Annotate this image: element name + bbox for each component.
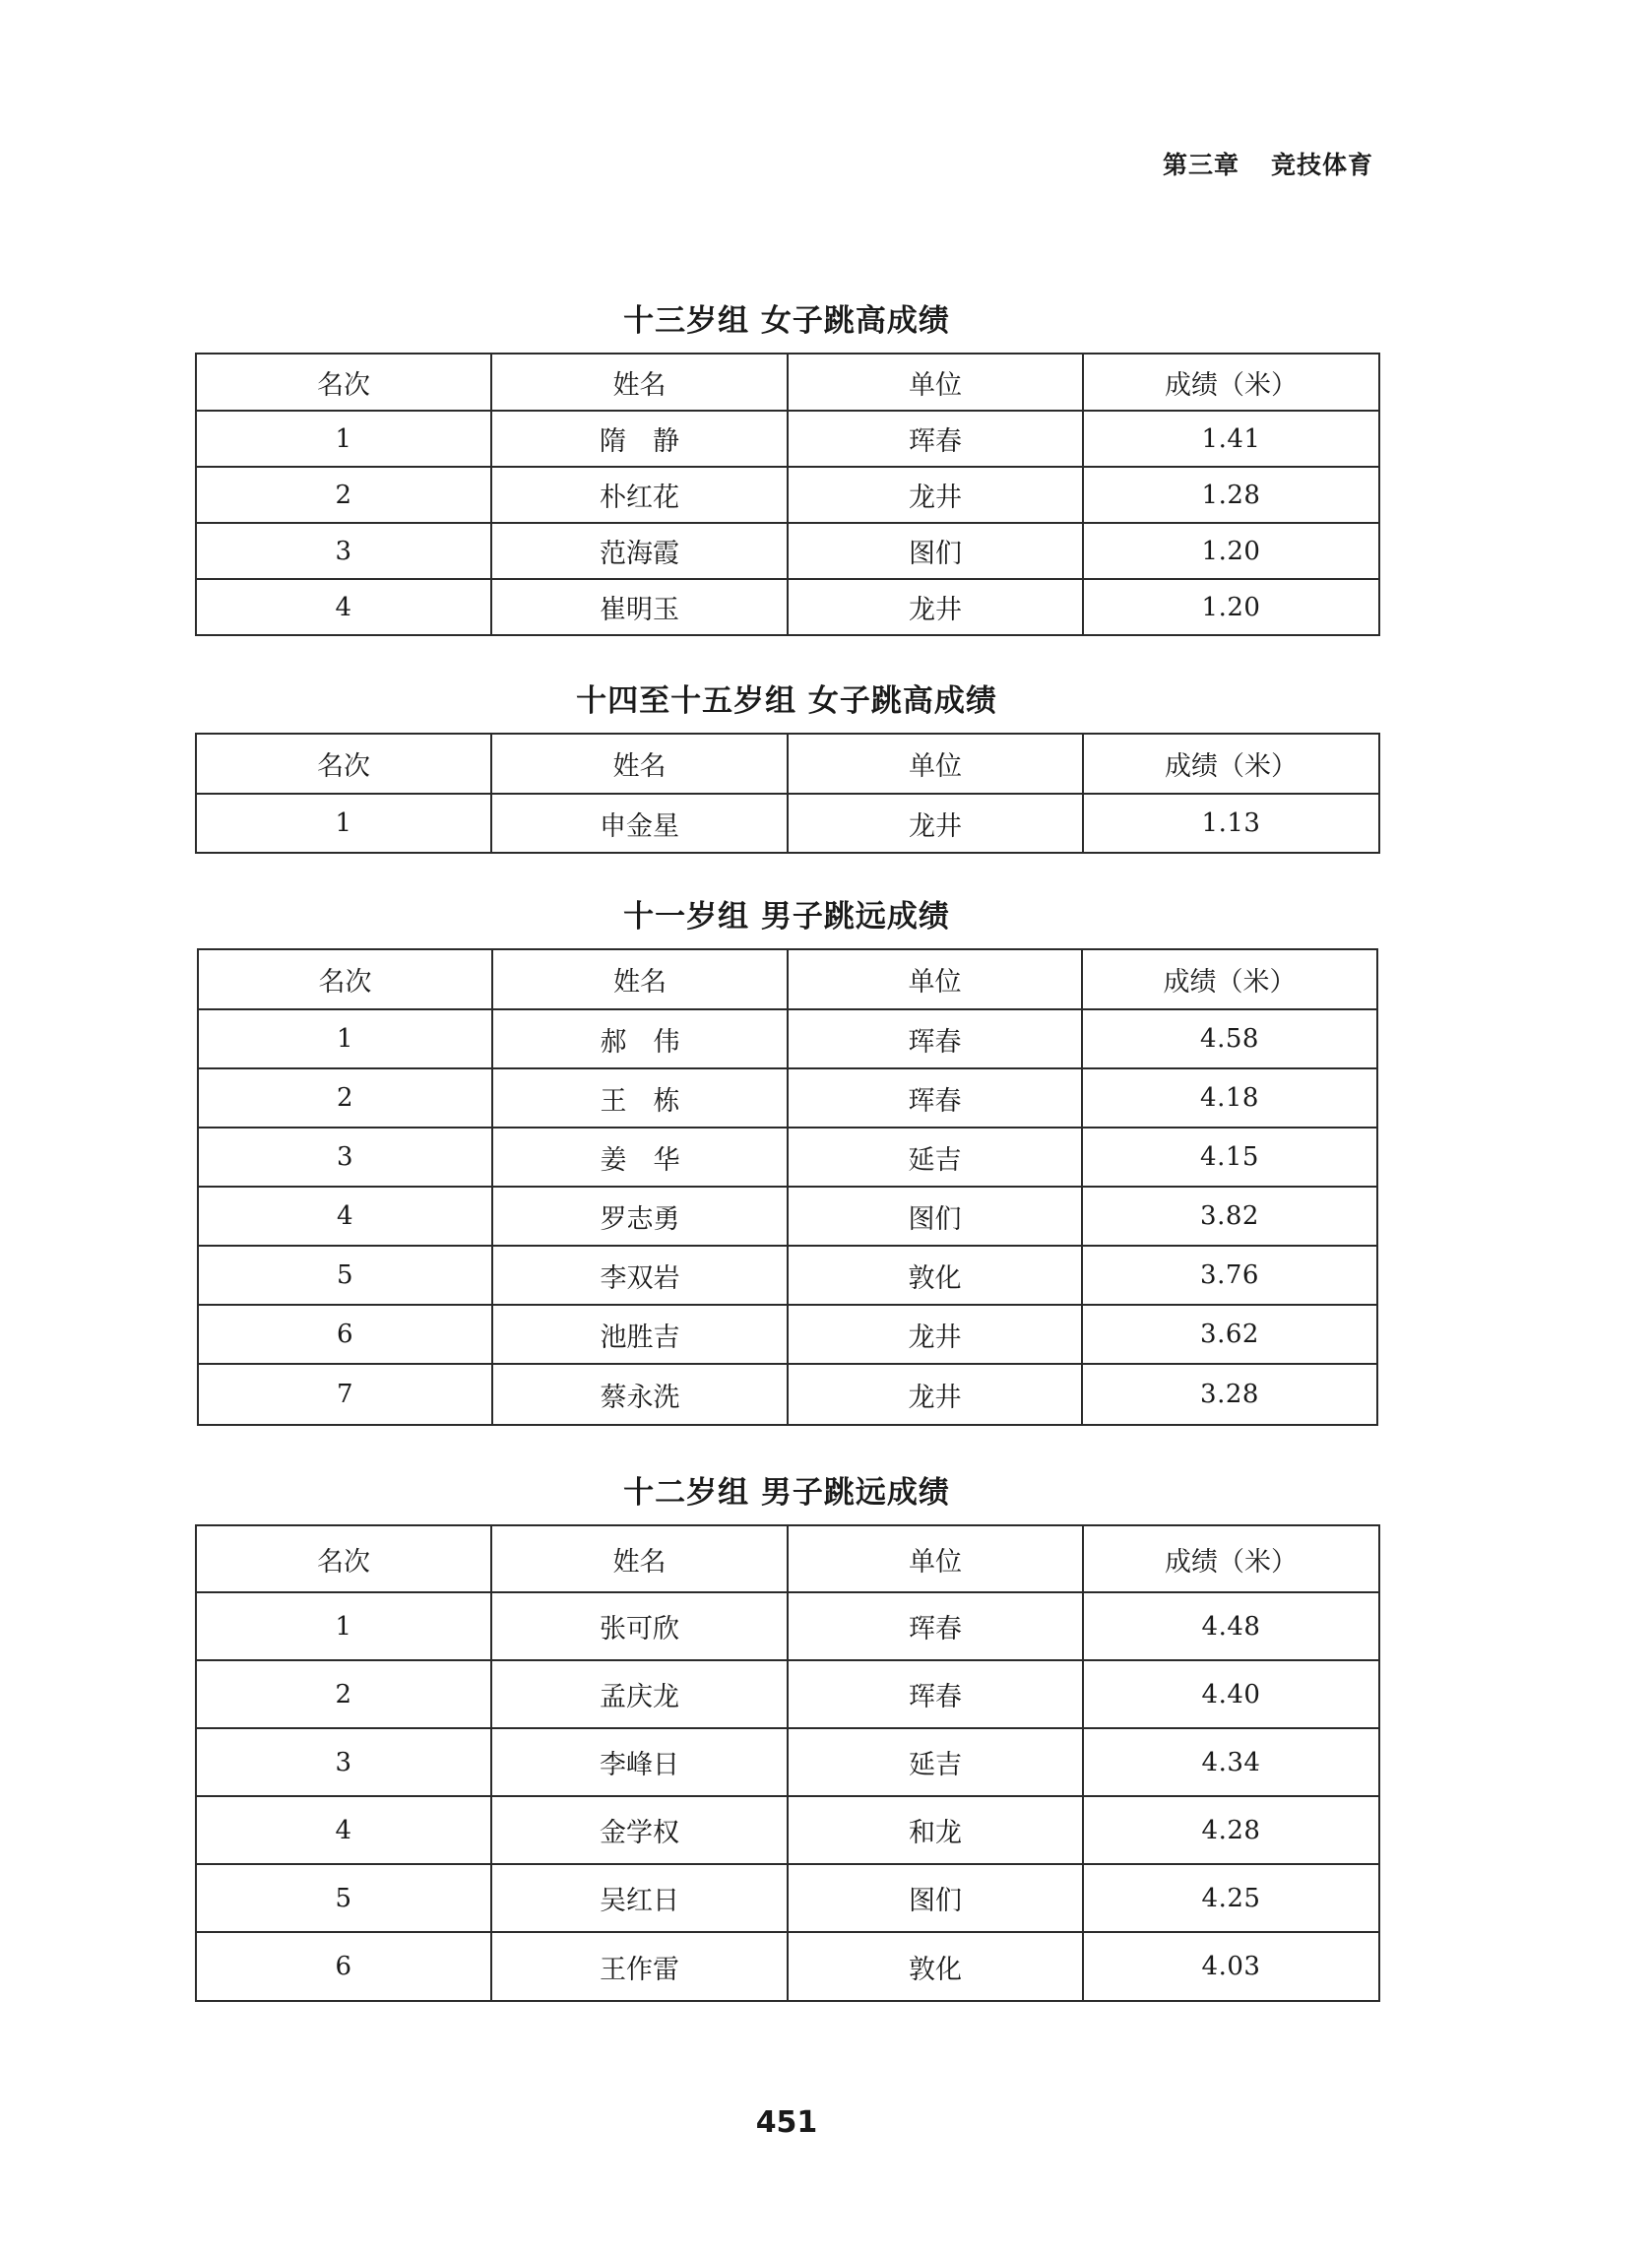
name-cell: 王作雷 [491, 1932, 788, 2001]
score-cell: 3.76 [1082, 1246, 1377, 1305]
table-row [196, 1728, 1379, 1796]
name-cell: 范海霞 [491, 523, 788, 579]
unit-cell: 延吉 [788, 1728, 1083, 1796]
unit-cell: 图们 [788, 1187, 1082, 1246]
table-row [198, 1128, 1377, 1187]
unit-cell: 龙井 [788, 794, 1083, 853]
results-table [197, 948, 1378, 1426]
name-cell: 王 栋 [492, 1068, 788, 1128]
rank-cell: 1 [196, 1592, 491, 1660]
unit-cell: 龙井 [788, 579, 1083, 635]
score-cell: 4.15 [1082, 1128, 1377, 1187]
unit-cell: 珲春 [788, 1660, 1083, 1728]
column-header-unit: 单位 [788, 1525, 1083, 1592]
column-header-score: 成绩（米） [1083, 354, 1379, 411]
rank-cell: 3 [196, 1728, 491, 1796]
chapter-label: 第三章 [1162, 151, 1239, 179]
column-header-unit: 单位 [788, 949, 1082, 1009]
rank-cell: 5 [196, 1864, 491, 1932]
rank-cell: 4 [196, 579, 491, 635]
unit-cell: 珲春 [788, 1068, 1082, 1128]
name-cell: 李峰日 [491, 1728, 788, 1796]
rank-cell: 2 [196, 1660, 491, 1728]
results-table [195, 1524, 1380, 2002]
name-cell: 蔡永洗 [492, 1364, 788, 1425]
score-cell: 1.20 [1083, 579, 1379, 635]
name-cell: 金学权 [491, 1796, 788, 1864]
table-row [196, 467, 1379, 523]
rank-cell: 7 [198, 1364, 492, 1425]
score-cell: 4.34 [1083, 1728, 1379, 1796]
score-cell: 3.62 [1082, 1305, 1377, 1364]
unit-cell: 图们 [788, 523, 1083, 579]
rank-cell: 2 [198, 1068, 492, 1128]
name-cell: 孟庆龙 [491, 1660, 788, 1728]
column-header-unit: 单位 [788, 734, 1083, 794]
section-title: 十四至十五岁组 女子跳高成绩 [576, 683, 997, 719]
chapter-subject: 竞技体育 [1270, 151, 1373, 179]
score-cell: 4.25 [1083, 1864, 1379, 1932]
unit-cell: 龙井 [788, 1364, 1082, 1425]
table-row [198, 1009, 1377, 1068]
name-cell: 郝 伟 [492, 1009, 788, 1068]
unit-cell: 珲春 [788, 1592, 1083, 1660]
column-header-rank: 名次 [196, 1525, 491, 1592]
results-table [195, 733, 1380, 854]
rank-cell: 5 [198, 1246, 492, 1305]
score-cell: 1.41 [1083, 411, 1379, 467]
table-row [198, 1187, 1377, 1246]
column-header-name: 姓名 [491, 734, 788, 794]
name-cell: 罗志勇 [492, 1187, 788, 1246]
unit-cell: 敦化 [788, 1932, 1083, 2001]
column-header-unit: 单位 [788, 354, 1083, 411]
column-header-rank: 名次 [198, 949, 492, 1009]
section-title: 十二岁组 男子跳远成绩 [623, 1475, 950, 1511]
page-number: 451 [755, 2105, 818, 2140]
score-cell: 4.03 [1083, 1932, 1379, 2001]
score-cell: 1.28 [1083, 467, 1379, 523]
score-cell: 4.18 [1082, 1068, 1377, 1128]
rank-cell: 1 [196, 794, 491, 853]
unit-cell: 延吉 [788, 1128, 1082, 1187]
table-row [196, 1660, 1379, 1728]
table-row [196, 794, 1379, 853]
unit-cell: 图们 [788, 1864, 1083, 1932]
name-cell: 崔明玉 [491, 579, 788, 635]
table-header-row [198, 949, 1377, 1009]
table-header-row [196, 1525, 1379, 1592]
table-row [196, 1932, 1379, 2001]
unit-cell: 敦化 [788, 1246, 1082, 1305]
rank-cell: 3 [196, 523, 491, 579]
rank-cell: 2 [196, 467, 491, 523]
score-cell: 4.58 [1082, 1009, 1377, 1068]
score-cell: 1.13 [1083, 794, 1379, 853]
score-cell: 4.28 [1083, 1796, 1379, 1864]
rank-cell: 4 [198, 1187, 492, 1246]
rank-cell: 1 [198, 1009, 492, 1068]
name-cell: 张可欣 [491, 1592, 788, 1660]
column-header-score: 成绩（米） [1083, 734, 1379, 794]
name-cell: 朴红花 [491, 467, 788, 523]
column-header-rank: 名次 [196, 354, 491, 411]
table-row [198, 1305, 1377, 1364]
table-header-row [196, 734, 1379, 794]
table-row [196, 1796, 1379, 1864]
name-cell: 池胜吉 [492, 1305, 788, 1364]
column-header-name: 姓名 [492, 949, 788, 1009]
rank-cell: 4 [196, 1796, 491, 1864]
unit-cell: 和龙 [788, 1796, 1083, 1864]
score-cell: 4.48 [1083, 1592, 1379, 1660]
rank-cell: 3 [198, 1128, 492, 1187]
column-header-name: 姓名 [491, 1525, 788, 1592]
column-header-rank: 名次 [196, 734, 491, 794]
rank-cell: 6 [196, 1932, 491, 2001]
table-row [198, 1364, 1377, 1425]
name-cell: 吴红日 [491, 1864, 788, 1932]
score-cell: 1.20 [1083, 523, 1379, 579]
column-header-name: 姓名 [491, 354, 788, 411]
score-cell: 3.28 [1082, 1364, 1377, 1425]
score-cell: 4.40 [1083, 1660, 1379, 1728]
table-row [198, 1068, 1377, 1128]
unit-cell: 珲春 [788, 1009, 1082, 1068]
name-cell: 申金星 [491, 794, 788, 853]
table-row [196, 1864, 1379, 1932]
running-header [1163, 146, 1373, 181]
rank-cell: 6 [198, 1305, 492, 1364]
unit-cell: 珲春 [788, 411, 1083, 467]
column-header-score: 成绩（米） [1082, 949, 1377, 1009]
name-cell: 姜 华 [492, 1128, 788, 1187]
column-header-score: 成绩（米） [1083, 1525, 1379, 1592]
results-table [195, 353, 1380, 636]
table-header-row [196, 354, 1379, 411]
name-cell: 李双岩 [492, 1246, 788, 1305]
section-title: 十一岁组 男子跳远成绩 [623, 899, 950, 935]
table-row [196, 1592, 1379, 1660]
unit-cell: 龙井 [788, 1305, 1082, 1364]
table-row [196, 411, 1379, 467]
table-row [198, 1246, 1377, 1305]
section-title: 十三岁组 女子跳高成绩 [623, 303, 950, 339]
unit-cell: 龙井 [788, 467, 1083, 523]
score-cell: 3.82 [1082, 1187, 1377, 1246]
rank-cell: 1 [196, 411, 491, 467]
table-row [196, 579, 1379, 635]
table-row [196, 523, 1379, 579]
name-cell: 隋 静 [491, 411, 788, 467]
